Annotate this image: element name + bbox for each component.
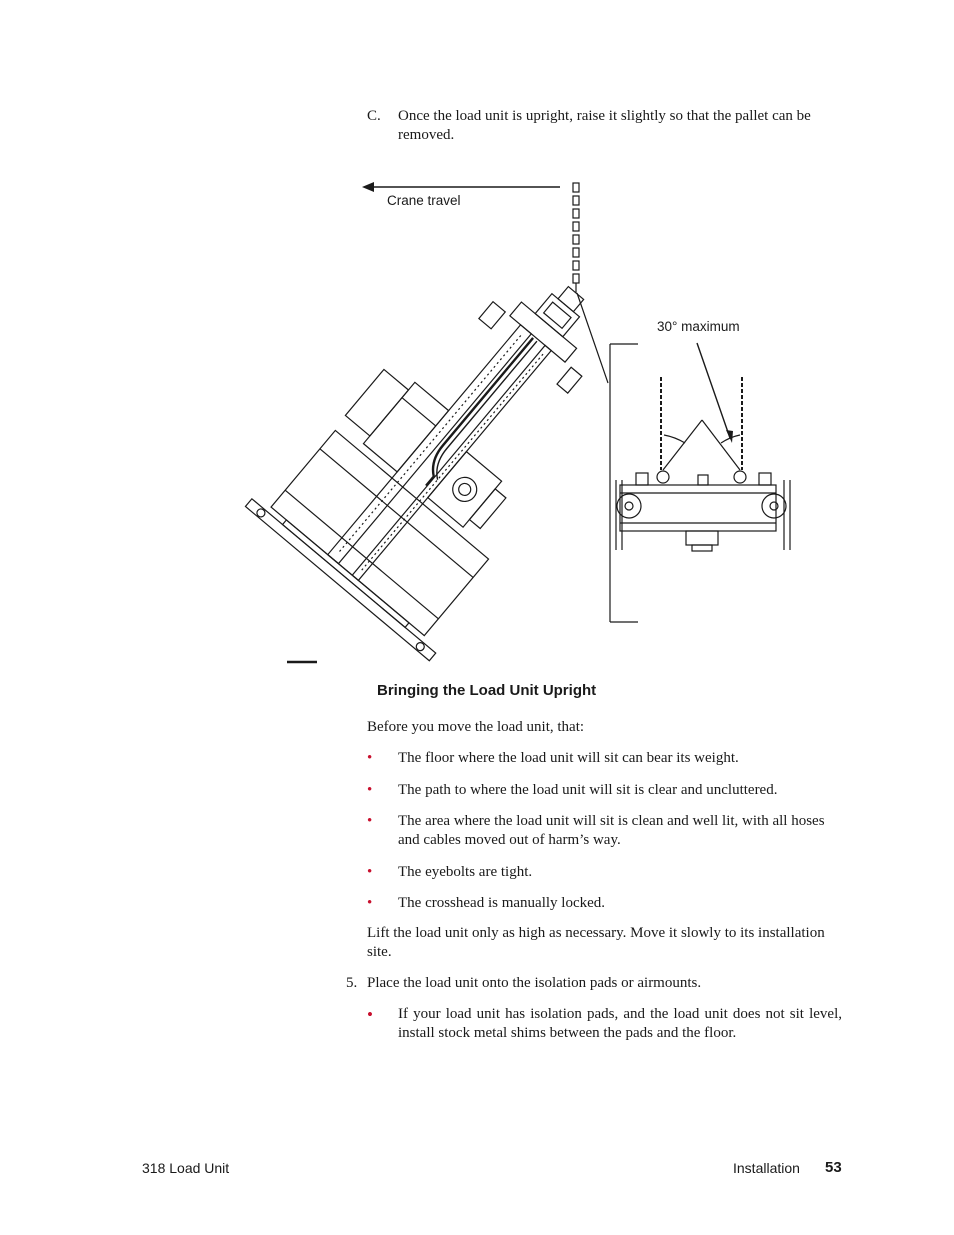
- bullet-icon: •: [367, 895, 373, 911]
- list-item-text: The eyebolts are tight.: [398, 863, 533, 880]
- list-item-text: The path to where the load unit will sit is clear and uncluttered.: [398, 781, 778, 798]
- step-5-subbullet: [367, 1005, 842, 1043]
- tilted-load-unit: [245, 218, 671, 660]
- bullet-icon: •: [367, 781, 373, 798]
- step-5-text: Place the load unit onto the isolation pads or airmounts.: [367, 975, 702, 991]
- load-unit-illustration: [180, 165, 820, 670]
- footer-section: Installation: [733, 1160, 800, 1176]
- list-item-text: The area where the load unit will sit is clean and well lit, with all hoses and cables moved out of harm’s way.: [398, 813, 825, 848]
- figure-caption: Bringing the Load Unit Upright: [377, 682, 597, 699]
- step-5-label: 5.: [346, 975, 358, 991]
- detail-bracket: [610, 344, 638, 622]
- intro-text: Before you move the load unit, that:: [367, 719, 585, 735]
- angle-label: 30° maximum: [657, 319, 740, 334]
- step-c-text: Once the load unit is upright, raise it slightly so that the pallet can be removed.: [398, 108, 811, 143]
- page-number: 53: [825, 1159, 842, 1176]
- step-5: [346, 974, 836, 993]
- closing-text: Lift the load unit only as high as necessary. Move it slowly to its installation site.: [367, 925, 825, 960]
- list-item: [367, 863, 842, 882]
- bullet-icon: •: [367, 863, 373, 880]
- bullet-icon: •: [367, 1005, 373, 1024]
- list-item: [367, 812, 842, 850]
- footer-product: 318 Load Unit: [142, 1160, 230, 1176]
- list-item: [367, 749, 842, 768]
- subbullet-text: If your load unit has isolation pads, and the load unit does not sit level, install stock metal shims between the pads and the floor.: [398, 1006, 842, 1041]
- list-item: [367, 894, 842, 913]
- step-c: [367, 107, 837, 145]
- crane-travel-arrow: [362, 182, 560, 192]
- main-chain: [573, 183, 579, 293]
- detail-leader-line: [577, 293, 608, 383]
- bullet-icon: •: [367, 750, 373, 766]
- bullet-icon: •: [367, 813, 373, 829]
- crane-travel-label: Crane travel: [387, 193, 461, 208]
- load-unit-figure: [180, 165, 820, 670]
- list-item-text: The crosshead is manually locked.: [398, 895, 606, 911]
- angle-pointer: [697, 343, 730, 438]
- list-item: [367, 781, 842, 800]
- crosshead-detail: [616, 377, 790, 551]
- list-item-text: The floor where the load unit will sit can bear its weight.: [398, 750, 739, 766]
- checklist: [367, 749, 842, 926]
- step-c-label: C.: [367, 108, 381, 124]
